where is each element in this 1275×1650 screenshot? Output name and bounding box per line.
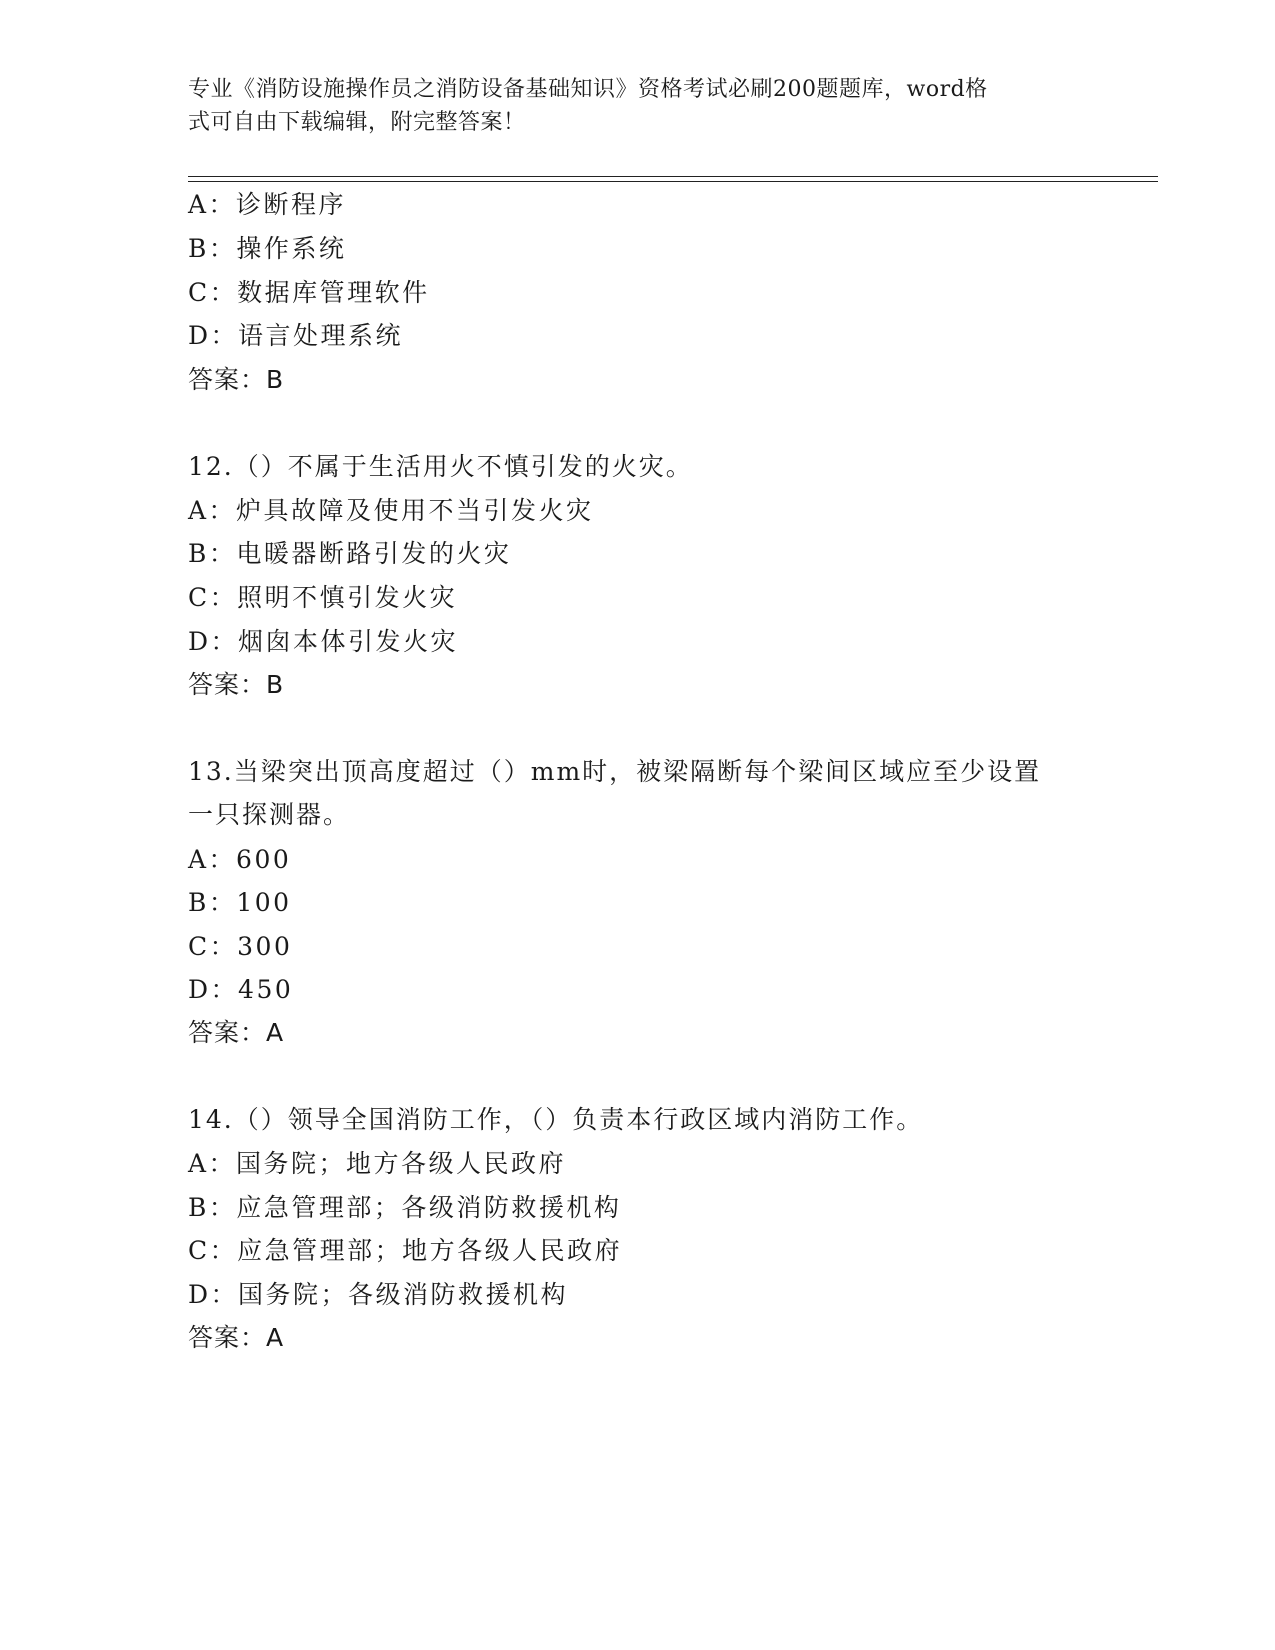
q14-option-c: C：应急管理部；地方各级人民政府 [188,1236,623,1265]
q12-option-a: A：炉具故障及使用不当引发火灾 [188,496,594,525]
q14-answer: 答案：A [188,1323,285,1352]
q13-option-d: D：450 [188,975,294,1004]
q12-option-b: B：电暖器断路引发的火灾 [188,539,512,568]
q14-option-d: D：国务院；各级消防救援机构 [188,1280,569,1309]
q11-option-b: B：操作系统 [188,234,347,263]
q12-option-c: C：照明不慎引发火灾 [188,583,458,612]
q14-option-a: A：国务院；地方各级人民政府 [188,1149,567,1178]
q13-option-a: A：600 [188,845,292,874]
header-line-2: 式可自由下载编辑，附完整答案！ [188,110,526,135]
q13-answer: 答案：A [188,1018,285,1047]
q14-stem: 14.（）领导全国消防工作，（）负责本行政区域内消防工作。 [188,1105,924,1134]
q13-option-c: C：300 [188,932,293,961]
header-divider-bottom [188,181,1158,182]
q11-option-c: C：数据库管理软件 [188,278,430,307]
q12-stem: 12.（）不属于生活用火不慎引发的火灾。 [188,452,693,481]
q14-option-b: B：应急管理部；各级消防救援机构 [188,1193,622,1222]
q11-option-d: D：语言处理系统 [188,321,404,350]
document-header [188,73,1068,139]
q13-stem-line-1: 13.当梁突出顶高度超过（）mm时，被梁隔断每个梁间区域应至少设置 [188,757,1042,786]
q11-option-a: A：诊断程序 [188,190,347,219]
header-divider-top [188,176,1158,177]
q13-stem-line-2: 一只探测器。 [188,800,351,829]
q11-answer: 答案：B [188,365,285,394]
q12-option-d: D：烟囱本体引发火灾 [188,627,459,656]
q12-answer: 答案：B [188,670,285,699]
header-line-1: 专业《消防设施操作员之消防设备基础知识》资格考试必刷200题题库，word格 [188,77,988,102]
q13-option-b: B：100 [188,888,292,917]
